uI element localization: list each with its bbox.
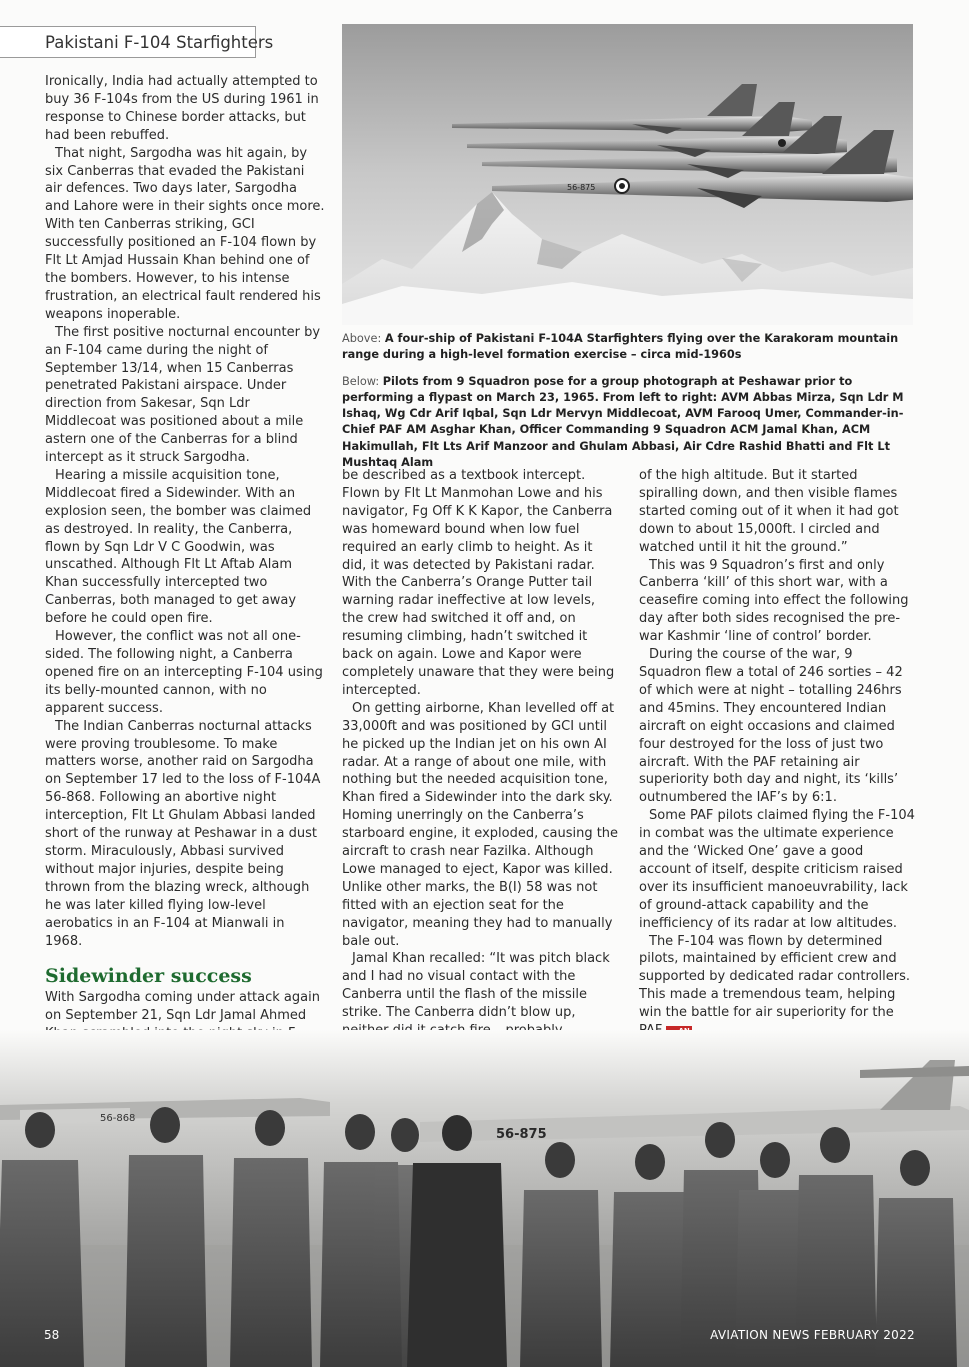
paragraph: Jamal Khan recalled: “It was pitch black and I had no visual contact with the Canberra until the flash of the missile strike. The Canberra didn’t blow up, [342, 951, 610, 1021]
caption-above [342, 331, 914, 364]
photo-f104-formation [342, 24, 913, 325]
photo-captions [342, 331, 914, 481]
section-title: Pakistani F-104 Starfighters [45, 33, 274, 52]
caption-text: A four-ship of Pakistani F-104A Starfighters flying over the Karakoram mountain range during a high-level formation exercise – circa mid-1960s [342, 332, 899, 362]
paragraph: On getting airborne, Khan levelled off at 33,000ft and was positioned by GCI until he picked up the Indian jet on his own AI radar. At a range of about one mile, with nothing but the needed acquisition tone, Khan fired a Sidewinder into the dark sky. Homing unerringly on the Canberra’s starboard engine, it exploded, causing the aircraft to crash near Fazilka. Although Lowe managed to eject, Kapor was killed. Unlike other marks, the B(I) 58 was not fitted with an ejection seat for the navigator, meaning they had to manually bale out. [342, 700, 619, 949]
caption-label: Below: [342, 374, 380, 388]
paragraph: That night, Sargodha was hit again, by six Canberras that evaded the Pakistani air defences. Two days later, Sargodha and Lahore were in their sights once more. With ten Canberras striking, GCI successfully positioned an F-104 flown by Flt Lt Amjad Hussain Khan behind one of the bombers. However, to his intense frustration, an electrical fault rendered his weapons inoperable. [45, 145, 325, 322]
paragraph: However, the conflict was not all one-sided. The following night, a Canberra opened fire on an intercepting F-104 using its belly-mounted cannon, with no apparent success. [45, 629, 323, 716]
paragraph [639, 933, 917, 1040]
section-tag [0, 26, 274, 58]
caption-text: Pilots from 9 Squadron pose for a group photograph at Peshawar prior to performing a flypast on March 23, 1965. From left to right: AVM Abbas Mirza, Sqn Ldr M Ishaq, Wg Cdr Arif Iqbal, Sqn Ldr Mervyn Middlecoat, AVM Farooq Umer, Commander-in-Chief PAF AM Asghar Khan, Officer Commanding 9 Squadron ACM Jamal Khan, ACM Hakimullah, Flt Lts Arif Manzoor and Ghulam Abbasi, Air Cdre Rashid Bhatti and Flt Lt Mushtaq Alam [342, 374, 904, 470]
paragraph: During the course of the war, 9 Squadron flew a total of 246 sorties – 42 of which were at night – totalling 246hrs and 45mins. They encountered Indian aircraft on eight occasions and claimed four destroyed for the loss of just two aircraft. With the PAF retaining air superiority both day and night, its ‘kills’ outnumbered the IAF’s by 6:1. [639, 647, 903, 806]
group-illustration [0, 1030, 969, 1367]
paragraph: be described as a textbook intercept. Flown by Flt Lt Manmohan Lowe and his navigator, Fg Off K K Kapor, the Canberra was homeward bound when low fuel required an early climb to height. As it did, it was detected by Pakistani radar. With the Canberra’s Orange Putter tail warning radar ineffective at low levels, the crew had switched it off and, on resuming climbing, hadn’t switched it back on again. Lowe and Kapor were completely unaware that they were being intercepted. [342, 468, 615, 698]
paragraph: Some PAF pilots claimed flying the F-104 in combat was the ultimate experience and the ‘Wicked One’ gave a good account of itself, despite criticism raised over its insufficient manoeuvrability, lack of ground-attack capability and the inefficiency of its radar at low altitudes. [639, 808, 915, 931]
paragraph: of the high altitude. But it started spiralling down, and then visible flames started coming out of it when it had got down to about 15,000ft. I circled and watched until it hit the ground.” [639, 468, 899, 555]
paragraph: With Sargodha coming under attack again on September 21, Sqn Ldr Jamal Ahmed [45, 990, 320, 1024]
aircraft-serial: 56-868 [100, 1113, 136, 1124]
publication-footer: AVIATION NEWS FEBRUARY 2022 [710, 1328, 915, 1342]
aircraft-serial: 56-875 [496, 1127, 547, 1142]
paragraph-text: The F-104 was flown by determined pilots, maintained by efficient crew and supported by dedicated radar controllers. This made a tremendous team, helping win the battle for air superiority for the [639, 933, 911, 1021]
caption-label: Above: [342, 332, 382, 345]
aircraft-serial: 56-875 [567, 183, 596, 192]
subheading: Sidewinder success [45, 965, 252, 988]
page-number: 58 [44, 1328, 60, 1342]
photo-pilots-group [0, 1030, 969, 1367]
paragraph: The first positive nocturnal encounter by an F-104 came during the night of September 13/14, when 15 Canberras penetrated Pakistani airspace. Under direction from Sakesar, Sqn Ldr Middlecoat was positioned about a mile astern one of the Canberras for a blind intercept as it struck Sargodha. [45, 324, 321, 466]
text-column-3 [639, 467, 917, 1040]
text-column-1 [45, 73, 325, 1061]
text-column-2 [342, 467, 620, 1058]
paragraph: This was 9 Squadron’s first and only Canberra ‘kill’ of this short war, with a ceasefire coming into effect the following day after both sides recognised the pre-war Kashmir ‘line of control’ border. [639, 557, 909, 645]
paragraph: The Indian Canberras nocturnal attacks were proving troublesome. To make matters worse, another raid on Sargodha on September 17 led to the loss of F-104A 56-868. Following an abortive night interception, Flt Lt Ghulam Abbasi landed short of the runway at Peshawar in a dust storm. Miraculously, Abbasi survived without major injuries, despite being thrown from the blazing wreck, although he was later killed flying low-level aerobatics in an F-104 at Mianwali in 1968. [45, 718, 321, 949]
paragraph: Hearing a missile acquisition tone, Middlecoat fired a Sidewinder. With an explosion seen, the bomber was claimed as destroyed. In reality, the Canberra, flown by Sqn Ldr V C Goodwin, was unscathed. Although Flt Lt Aftab Alam Khan successfully intercepted two Canberras, both managed to get away before he could open fire. [45, 467, 312, 627]
paragraph: Ironically, India had actually attempted to buy 36 F-104s from the US during 1961 in response to Chinese border attacks, but had been rebuffed. [45, 74, 319, 143]
formation-illustration [342, 24, 913, 325]
caption-below [342, 374, 914, 472]
